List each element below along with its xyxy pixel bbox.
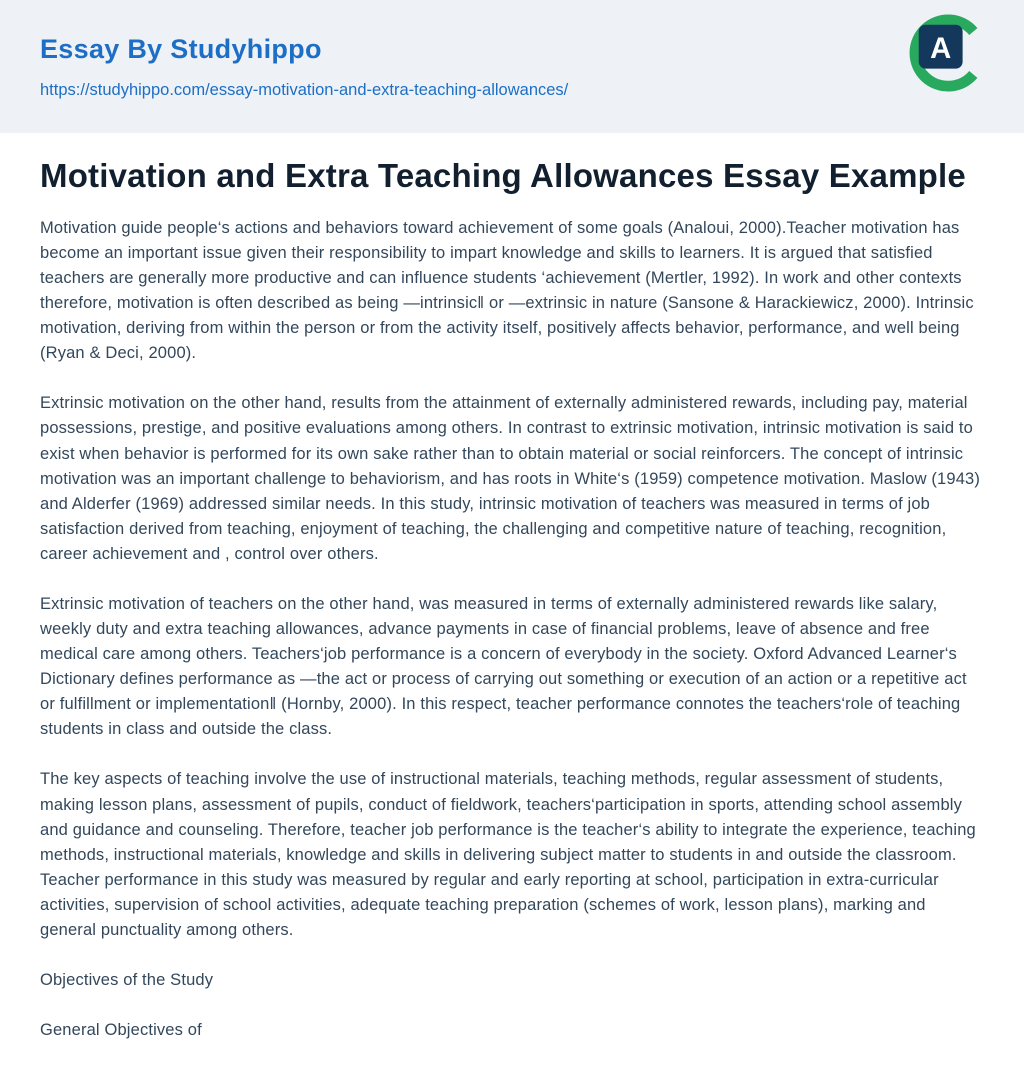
essay-paragraph: General Objectives of <box>40 1021 202 1040</box>
essay-paragraph: Extrinsic motivation of teachers on the other hand, was measured in terms of externally administered rewards like salary, weekly duty and extra teaching allowances, advance payments in case of financial problems, leave of absence and free medical care among others. Teachers‘job performance is a concern of everybody in the society. Oxford Advanced Learner‘s Dictionary defines performance as ―the act or process of carrying out something or execution of an action or a repetitive act or fulfillment or implementation‖ (Hornby, 2000). In this respect, teacher performance connotes the teachers‘role of teaching students in class and outside the class. <box>40 594 967 739</box>
studyhippo-logo-icon[interactable] <box>908 14 986 92</box>
essay-paragraph: Objectives of the Study <box>40 970 214 989</box>
essay-paragraph: The key aspects of teaching involve the use of instructional materials, teaching methods, regular assessment of students, making lesson plans, assessment of pupils, conduct of fieldwork, teachers‘participation in sports, attending school assembly and guidance and counseling. Therefore, teacher job performance is the teacher‘s ability to integrate the experience, teaching methods, instructional materials, knowledge and skills in delivering subject matter to students in and outside the classroom. Teacher performance in this study was measured by regular and early reporting at school, participation in extra-curricular activities, supervision of school activities, adequate teaching preparation (schemes of work, lesson plans), marking and general punctuality among others. <box>40 770 976 939</box>
page-title: Motivation and Extra Teaching Allowances Essay Example <box>40 157 966 194</box>
site-header <box>0 0 1024 133</box>
essay-paragraph: Extrinsic motivation on the other hand, results from the attainment of externally administered rewards, including pay, material possessions, prestige, and positive evaluations among others. In contrast to extrinsic motivation, intrinsic motivation is said to exist when behavior is performed for its own sake rather than to obtain material or social reinforcers. The concept of intrinsic motivation was an important challenge to behaviorism, and has roots in White‘s (1959) competence motivation. Maslow (1943) and Alderfer (1969) addressed similar needs. In this study, intrinsic motivation of teachers was measured in terms of job satisfaction derived from teaching, enjoyment of teaching, the challenging and competitive nature of teaching, recognition, career achievement and , control over others. <box>40 394 981 563</box>
source-url-link[interactable]: https://studyhippo.com/essay-motivation-and-extra-teaching-allowances/ <box>40 81 569 99</box>
essay-paragraph: Motivation guide people‘s actions and behaviors toward achievement of some goals (Analoui, 2000).Teacher motivation has become an important issue given their responsibility to impart knowledge and skills to learners. It is argued that satisfied teachers are generally more productive and can influence students ‘achievement (Mertler, 1992). In work and other contexts therefore, motivation is often described as being ―intrinsic‖ or ―extrinsic in nature (Sansone & Harackiewicz, 2000). Intrinsic motivation, deriving from within the person or from the activity itself, positively affects behavior, performance, and well being (Ryan & Deci, 2000). <box>40 218 974 363</box>
site-title-link[interactable]: Essay By Studyhippo <box>40 34 322 64</box>
article <box>0 133 1024 1083</box>
logo-letter: A <box>930 32 952 65</box>
